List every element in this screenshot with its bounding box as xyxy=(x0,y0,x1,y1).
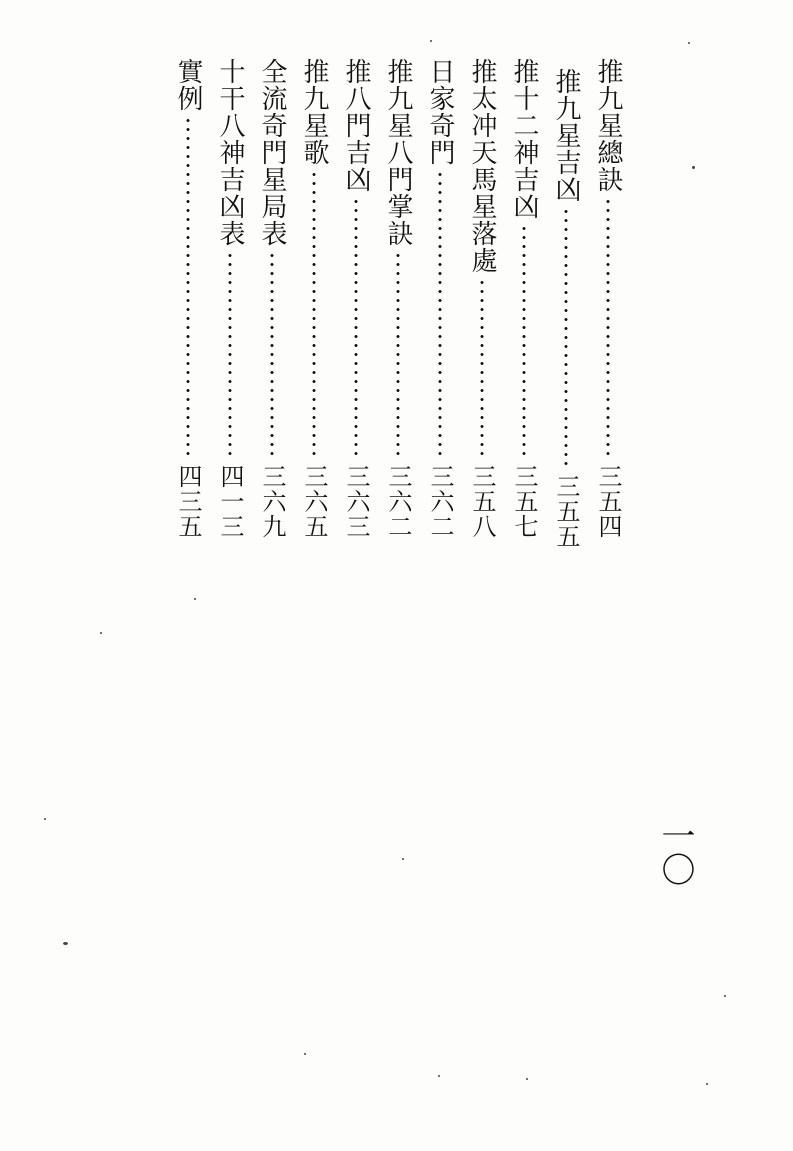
toc-entry-page: 三六五 xyxy=(300,464,328,539)
toc-entry-title: 推十二神吉凶 xyxy=(509,58,539,220)
toc-entry-page: 三六九 xyxy=(258,464,286,539)
toc-entry xyxy=(339,58,373,558)
dot-leader xyxy=(438,170,442,460)
toc-entry-page: 三六二 xyxy=(426,464,454,539)
toc-entry-title: 推九星吉凶 xyxy=(551,68,581,203)
scan-speck xyxy=(706,1083,708,1085)
scan-speck xyxy=(430,40,432,42)
dot-leader xyxy=(606,197,610,460)
scan-speck xyxy=(63,942,68,945)
toc-entry xyxy=(507,58,541,558)
scan-speck xyxy=(44,818,46,820)
toc-entry xyxy=(213,58,247,558)
scan-speck xyxy=(526,1078,528,1080)
toc-entry-page: 四一三 xyxy=(216,464,244,539)
scan-speck xyxy=(692,166,695,169)
toc-entry-title: 十干八神吉凶表 xyxy=(215,58,245,247)
dot-leader xyxy=(312,170,316,460)
toc-entry-page: 三五四 xyxy=(594,464,622,539)
toc-entry xyxy=(255,58,289,558)
scan-speck xyxy=(194,598,196,600)
dot-leader xyxy=(522,224,526,460)
toc-entry-page: 三五七 xyxy=(510,464,538,539)
toc-entry xyxy=(423,58,457,558)
toc-entry-title: 推九星總訣 xyxy=(593,58,623,193)
scan-speck xyxy=(304,1053,306,1055)
toc-entry xyxy=(297,58,331,558)
toc-entry-title: 推八門吉凶 xyxy=(341,58,371,193)
scan-speck xyxy=(402,858,404,860)
toc-entry-page: 三六二 xyxy=(384,464,412,539)
toc-entry-page: 三六三 xyxy=(342,464,370,539)
dot-leader xyxy=(396,251,400,460)
toc-entry-page: 四三五 xyxy=(174,464,202,539)
scan-speck xyxy=(100,632,102,634)
toc-entry xyxy=(549,58,583,568)
dot-leader xyxy=(228,251,232,460)
toc-entry xyxy=(591,58,625,558)
toc-entry-title: 推九星歌 xyxy=(299,58,329,166)
toc-entry xyxy=(465,58,499,558)
scan-speck xyxy=(688,42,690,44)
toc-entry-title: 日家奇門 xyxy=(425,58,455,166)
toc-entry-title: 推太冲天馬星落處 xyxy=(467,58,497,274)
toc-entry-title: 實例 xyxy=(173,58,203,112)
toc-entry-title: 全流奇門星局表 xyxy=(257,58,287,247)
dot-leader xyxy=(480,278,484,460)
page-number: 一〇 xyxy=(655,818,695,886)
toc-entry xyxy=(171,58,205,558)
table-of-contents xyxy=(171,58,625,558)
toc-entry-title: 推九星八門掌訣 xyxy=(383,58,413,247)
dot-leader xyxy=(564,207,568,470)
dot-leader xyxy=(354,197,358,460)
dot-leader xyxy=(270,251,274,460)
dot-leader xyxy=(186,116,190,460)
scan-speck xyxy=(438,1075,440,1077)
toc-entry-page: 三五五 xyxy=(552,474,580,549)
scan-speck xyxy=(724,995,726,997)
toc-entry-page: 三五八 xyxy=(468,464,496,539)
toc-entry xyxy=(381,58,415,558)
